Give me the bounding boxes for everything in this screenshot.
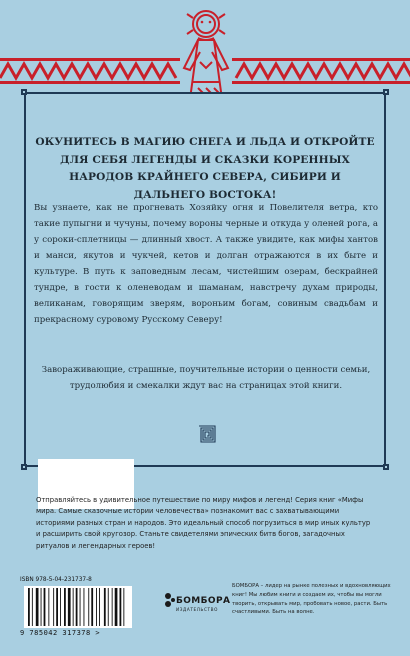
- barcode-area: [20, 577, 138, 637]
- barcode-icon: [24, 586, 132, 628]
- headline: ОКУНИТЕСЬ В МАГИЮ СНЕГА И ЛЬДА И ОТКРОЙТЕ ДЛЯ СЕБЯ ЛЕГЕНДЫ И СКАЗКИ КОРЕННЫХ НАРОДОВ КРАЙНЕГО СЕВЕРА, СИБИРИ И ДАЛЬНЕГО ВОСТОКА!: [35, 136, 375, 201]
- series-description: Отправляйтесь в удивительное путешествие по миру мифов и легенд! Серия книг «Мифы мира. Самые сказочные истории человечества» познакомит вас с захватывающими историями разных стран и народов. Это идеальный способ погрузиться в мир иных культур и расширить свой кругозор. Станьте свидетелями эпических битв богов, загадочных ритуалов и легендарных героев!: [36, 496, 371, 550]
- description-frame: [24, 92, 386, 467]
- publisher-blurb: БОМБОРА – лидер на рынке полезных и вдохновляющих книг! Мы любим книги и создаем их, чтобы вы могли творить, открывать мир, пробовать новое, расти. Быть счастливыми. Быть на волне.: [232, 583, 391, 616]
- closing-text: Завораживающие, страшные, поучительные истории о ценности семьи, трудолюбия и смекалки ждут вас на страницах этой книги.: [41, 365, 371, 391]
- isbn: ISBN 978-5-04-231737-8: [20, 577, 92, 583]
- frame-corner: [383, 464, 389, 470]
- description-text: Вы узнаете, как не прогневать Хозяйку огня и Повелителя ветра, кто такие пупыгни и чучуны, почему вороны черные и откуда у оленей рога, а у сороки-сплетницы — длинный хвост. А также увидите, как мифы хантов и манси, якутов и чукчей, кетов и долган отражаются в их быте и культуре. В путь к заповедным лесам, чистейшим озерам, бескрайней тундре, в гости к оленеводам и шаманам, навстречу духам природы, великанам, говорящим зверям, вороньим богам, совиным свадьбам и прекрасному суровому Русскому Северу!: [34, 203, 378, 325]
- frame-corner: [21, 89, 27, 95]
- publisher-logo-subtitle: ИЗДАТЕЛЬСТВО: [176, 607, 219, 612]
- publisher-logo-name: БОМБОРА: [176, 596, 231, 606]
- frame-corner: [21, 464, 27, 470]
- barcode-number: 9 785042 317378 >: [20, 629, 101, 637]
- frame-corner: [383, 89, 389, 95]
- spiral-ornament-icon: [198, 425, 216, 443]
